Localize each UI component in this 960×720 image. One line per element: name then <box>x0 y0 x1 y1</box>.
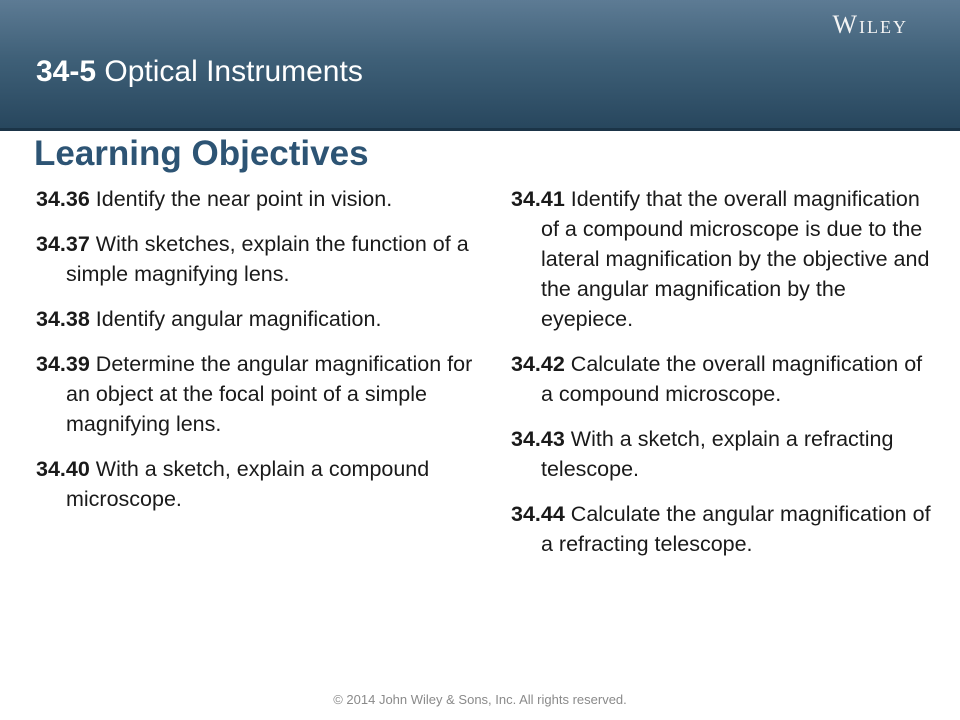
header-divider <box>0 128 960 131</box>
objective-item <box>511 349 931 409</box>
objective-item <box>511 424 931 484</box>
objectives-right-column <box>511 184 931 574</box>
objective-code: 34.36 <box>36 187 90 211</box>
objective-item <box>36 229 484 289</box>
objective-text: With a sketch, explain a refracting telescope. <box>541 427 894 481</box>
objective-text: With a sketch, explain a compound microscope. <box>66 457 430 511</box>
page-title: Learning Objectives <box>34 134 369 173</box>
objective-text: Identify angular magnification. <box>95 307 382 331</box>
objective-item <box>36 454 484 514</box>
objective-item <box>36 304 484 334</box>
objective-code: 34.41 <box>511 187 565 211</box>
objective-code: 34.39 <box>36 352 90 376</box>
objective-text: Calculate the overall magnification of a compound microscope. <box>541 352 923 406</box>
objective-item <box>511 184 931 334</box>
objectives-left-column <box>36 184 484 529</box>
objective-text: Identify that the overall magnification of a compound microscope is due to the lateral magnification by the objective and the angular magnification by the eyepiece. <box>541 187 930 331</box>
objective-text: Calculate the angular magnification of a refracting telescope. <box>541 502 931 556</box>
section-title <box>36 55 363 89</box>
section-name: Optical Instruments <box>104 55 363 88</box>
objective-text: With sketches, explain the function of a simple magnifying lens. <box>66 232 469 286</box>
objective-text: Identify the near point in vision. <box>95 187 393 211</box>
objective-code: 34.42 <box>511 352 565 376</box>
objective-item <box>36 184 484 214</box>
objective-code: 34.37 <box>36 232 90 256</box>
objective-text: Determine the angular magnification for an object at the focal point of a simple magnifying lens. <box>66 352 473 436</box>
wiley-logo: Wiley <box>832 10 908 39</box>
copyright-footer: © 2014 John Wiley & Sons, Inc. All rights reserved. <box>333 692 627 707</box>
objective-item <box>36 349 484 439</box>
slide-header <box>0 0 960 130</box>
section-number: 34-5 <box>36 55 97 88</box>
objective-code: 34.38 <box>36 307 90 331</box>
objective-code: 34.43 <box>511 427 565 451</box>
objective-code: 34.40 <box>36 457 90 481</box>
objective-code: 34.44 <box>511 502 565 526</box>
objective-item <box>511 499 931 559</box>
